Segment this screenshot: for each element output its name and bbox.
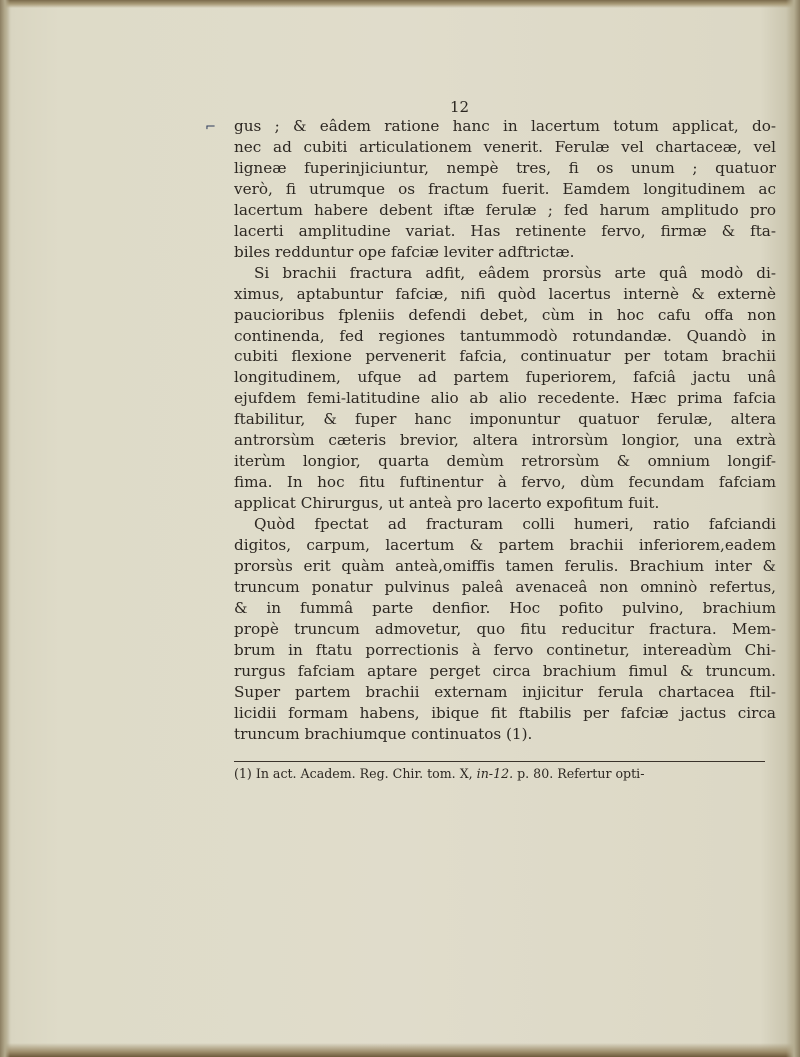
page-edge-bottom [0,1043,800,1057]
text-line: ximus, aptabuntur fafciæ, nifi quòd lacertus internè & externè [234,284,776,303]
footnote-format: in-12. [476,766,514,781]
text-line: Si brachii fractura adfit, eâdem prorsùs arte quâ modò di- [254,263,776,282]
text-line: Super partem brachii externam injicitur ferula chartacea ftil- [234,682,776,701]
text-line: truncum ponatur pulvinus paleâ avenaceâ non omninò refertus, [234,577,776,596]
footnote-suffix: p. 80. Refertur opti- [513,766,645,781]
footnote-prefix: (1) In act. Academ. Reg. Chir. tom. X, [234,766,477,781]
text-line: digitos, carpum, lacertum & partem brachii inferiorem,eadem [234,536,776,555]
text-line: paucioribus fpleniis defendi debet, cùm in hoc cafu offa non [234,305,776,324]
text-line: ejufdem femi-latitudine alio ab alio recedente. Hæc prima fafcia [234,389,776,408]
text-line: propè truncum admovetur, quo fitu reducitur fractura. Mem- [234,619,776,638]
text-line: ligneæ fuperinjiciuntur, nempè tres, fi os unum ; quatuor [234,158,776,177]
text-line: brum in ftatu porrectionis à fervo continetur, intereadùm Chi- [234,640,776,659]
text-line: & in fummâ parte denfior. Hoc pofito pulvino, brachium [234,598,776,617]
text-line: iterùm longior, quarta demùm retrorsùm & omnium longif- [234,452,776,471]
paragraph-3 [234,514,776,744]
page-edge-left [0,0,10,1057]
text-line: gus ; & eâdem ratione hanc in lacertum totum applicat, do- [234,117,776,135]
text-line: continenda, fed regiones tantummodò rotundandæ. Quandò in [234,326,776,345]
paragraph-1 [234,116,776,263]
text-line: ftabilitur, & fuper hanc imponuntur quatuor ferulæ, altera [234,410,776,429]
text-line: applicat Chirurgus, ut anteà pro lacerto expofitum fuit. [234,494,660,513]
text-line: biles redduntur ope fafciæ leviter adftrictæ. [234,242,575,261]
text-line: verò, fi utrumque os fractum fuerit. Eamdem longitudinem ac [234,179,776,198]
text-line: lacertum habere debent iftæ ferulæ ; fed harum amplitudo pro [234,200,776,219]
footnote [234,765,794,783]
text-line: prorsùs erit quàm anteà,omiffis tamen ferulis. Brachium inter & [234,557,776,576]
text-line: cubiti flexione pervenerit fafcia, continuatur per totam brachii [234,347,776,366]
text-line: lacerti amplitudine variat. Has retinente fervo, firmæ & fta- [234,221,776,240]
paragraph-2 [234,263,776,514]
text-line: Quòd fpectat ad fracturam colli humeri, ratio fafciandi [254,515,776,534]
body-text [234,116,776,745]
text-line: truncum brachiumque continuatos (1). [234,724,533,743]
text-line: longitudinem, ufque ad partem fuperiorem, fafciâ jactu unâ [234,368,776,387]
text-line: fima. In hoc fitu fuftinentur à fervo, dùm fecundam fafciam [234,473,776,492]
page-edge-right [786,0,800,1057]
margin-pencil-mark: ⌐ [205,120,216,135]
page-edge-top [0,0,800,8]
text-line: licidii formam habens, ibique fit ftabilis per fafciæ jactus circa [234,703,776,722]
text-line: rurgus fafciam aptare perget circa brachium fimul & truncum. [234,661,776,680]
page-number: 12 [450,98,470,116]
text-line: antrorsùm cæteris brevior, altera introrsùm longior, una extrà [234,431,776,450]
text-line: nec ad cubiti articulationem venerit. Ferulæ vel chartaceæ, vel [234,137,776,156]
footnote-divider [234,761,765,762]
